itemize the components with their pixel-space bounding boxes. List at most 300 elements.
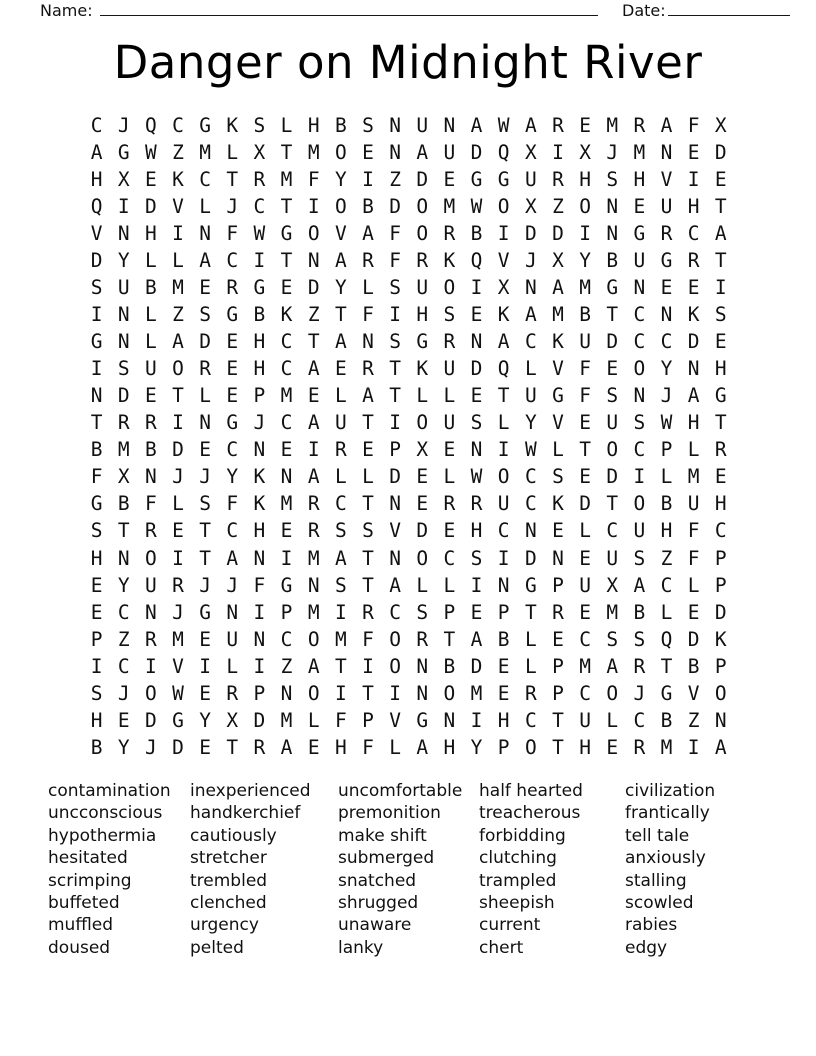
grid-cell: N (253, 438, 266, 462)
grid-cell: W (253, 222, 266, 246)
grid-cell: E (714, 465, 727, 489)
grid-cell: T (389, 384, 401, 408)
grid-cell: E (280, 519, 293, 543)
grid-cell: O (633, 357, 646, 381)
word-item: sheepish (479, 893, 555, 914)
grid-cell: E (362, 141, 374, 165)
grid-cell: C (633, 303, 646, 327)
grid-cell: R (362, 249, 374, 273)
grid-cell: X (524, 195, 537, 219)
grid-cell: X (524, 141, 537, 165)
grid-cell: I (633, 465, 646, 489)
grid-cell: P (552, 681, 564, 705)
grid-cell: E (687, 276, 700, 300)
grid-cell: V (389, 708, 401, 732)
grid-cell: N (199, 411, 211, 435)
grid-cell: E (307, 384, 320, 408)
grid-cell: I (579, 222, 591, 246)
grid-cell: T (362, 573, 374, 597)
grid-cell: H (714, 492, 727, 516)
grid-cell: U (524, 168, 537, 192)
grid-cell: R (443, 492, 456, 516)
grid-cell: G (172, 708, 184, 732)
grid-cell: D (714, 141, 727, 165)
grid-cell: C (579, 627, 591, 651)
grid-cell: G (416, 330, 429, 354)
grid-cell: P (90, 627, 103, 651)
grid-cell: U (117, 276, 130, 300)
grid-cell: R (660, 222, 673, 246)
grid-cell: V (90, 222, 103, 246)
grid-cell: E (470, 303, 483, 327)
grid-cell: L (552, 438, 564, 462)
word-item: clenched (190, 893, 267, 914)
grid-cell: C (280, 357, 293, 381)
grid-cell: I (90, 654, 103, 678)
grid-cell: G (90, 492, 103, 516)
name-label: Name: (40, 1, 93, 20)
grid-cell: M (117, 438, 130, 462)
word-item: forbidding (479, 825, 566, 846)
grid-cell: P (660, 438, 673, 462)
grid-cell: D (687, 330, 700, 354)
word-item: half hearted (479, 781, 583, 801)
grid-cell: Q (90, 195, 103, 219)
grid-cell: X (606, 573, 619, 597)
grid-cell: S (552, 465, 564, 489)
grid-cell: W (497, 114, 510, 138)
date-blank-line (668, 0, 790, 16)
grid-cell: C (253, 195, 266, 219)
grid-cell: G (253, 276, 266, 300)
word-list (0, 780, 816, 980)
grid-cell: K (443, 249, 456, 273)
grid-cell: G (606, 276, 619, 300)
grid-cell: E (144, 384, 157, 408)
grid-cell: B (90, 438, 103, 462)
grid-cell: C (117, 654, 130, 678)
grid-cell: E (579, 546, 591, 570)
grid-cell: G (117, 141, 130, 165)
grid-cell: E (579, 411, 591, 435)
grid-cell: E (579, 465, 591, 489)
grid-cell: E (633, 195, 646, 219)
grid-cell: A (552, 276, 564, 300)
grid-cell: D (470, 654, 483, 678)
grid-cell: A (660, 114, 673, 138)
grid-cell: U (687, 492, 700, 516)
grid-cell: E (497, 654, 510, 678)
grid-cell: L (307, 708, 320, 732)
grid-cell: S (633, 546, 646, 570)
grid-cell: U (579, 330, 591, 354)
grid-cell: J (226, 195, 239, 219)
grid-cell: A (307, 411, 320, 435)
grid-cell: P (552, 573, 564, 597)
grid-cell: D (524, 222, 537, 246)
word-item: stretcher (190, 848, 267, 869)
grid-cell: I (552, 141, 564, 165)
grid-cell: N (524, 276, 537, 300)
grid-cell: B (443, 654, 456, 678)
grid-cell: E (687, 141, 700, 165)
grid-cell: O (416, 222, 429, 246)
grid-cell: T (280, 249, 293, 273)
grid-cell: A (687, 384, 700, 408)
grid-cell: O (416, 546, 429, 570)
grid-cell: S (606, 384, 619, 408)
grid-cell: G (416, 708, 429, 732)
grid-cell: I (470, 708, 483, 732)
grid-cell: C (389, 600, 401, 624)
grid-cell: I (172, 546, 184, 570)
grid-cell: I (144, 654, 157, 678)
word-item: scowled (625, 893, 694, 914)
grid-cell: R (307, 519, 320, 543)
grid-cell: Y (660, 357, 673, 381)
grid-cell: K (280, 303, 293, 327)
grid-cell: R (144, 519, 157, 543)
word-item: premonition (338, 803, 441, 824)
grid-cell: G (660, 681, 673, 705)
grid-cell: U (416, 276, 429, 300)
grid-cell: I (687, 735, 700, 759)
grid-cell: S (606, 168, 619, 192)
grid-cell: M (280, 492, 293, 516)
grid-cell: J (606, 141, 619, 165)
grid-cell: O (524, 735, 537, 759)
grid-cell: H (416, 303, 429, 327)
grid-cell: D (552, 222, 564, 246)
grid-cell: N (443, 114, 456, 138)
grid-cell: L (199, 195, 211, 219)
grid-cell: V (172, 195, 184, 219)
grid-cell: E (226, 384, 239, 408)
grid-cell: T (226, 168, 239, 192)
grid-cell: D (470, 357, 483, 381)
grid-cell: R (253, 168, 266, 192)
grid-cell: R (443, 222, 456, 246)
grid-cell: R (362, 357, 374, 381)
grid-cell: B (660, 708, 673, 732)
grid-cell: H (90, 168, 103, 192)
grid-cell: T (199, 546, 211, 570)
grid-cell: E (226, 330, 239, 354)
grid-cell: T (307, 330, 320, 354)
grid-cell: F (362, 627, 374, 651)
grid-cell: E (90, 600, 103, 624)
grid-cell: H (334, 735, 347, 759)
grid-cell: R (524, 681, 537, 705)
word-item: hypothermia (48, 825, 157, 846)
grid-cell: Q (470, 249, 483, 273)
grid-cell: J (524, 249, 537, 273)
puzzle-title: Danger on Midnight River (113, 36, 703, 89)
word-column (48, 780, 171, 959)
grid-cell: C (524, 492, 537, 516)
grid-cell: O (144, 546, 157, 570)
grid-cell: E (226, 357, 239, 381)
grid-cell: D (253, 708, 266, 732)
grid-cell: Y (226, 465, 239, 489)
grid-cell: I (362, 168, 374, 192)
word-column (190, 780, 311, 959)
grid-cell: D (144, 195, 157, 219)
grid-cell: C (633, 438, 646, 462)
grid-cell: S (633, 411, 646, 435)
grid-cell: T (606, 303, 619, 327)
grid-cell: E (416, 492, 429, 516)
grid-cell: J (199, 573, 211, 597)
grid-cell: B (362, 195, 374, 219)
grid-cell: M (172, 627, 184, 651)
grid-cell: N (687, 357, 700, 381)
word-item: current (479, 915, 541, 936)
grid-cell: L (524, 627, 537, 651)
grid-cell: V (552, 357, 564, 381)
grid-cell: T (362, 411, 374, 435)
grid-cell: N (470, 330, 483, 354)
grid-cell: Y (334, 168, 347, 192)
grid-cell: O (606, 438, 619, 462)
grid-cell: G (199, 114, 211, 138)
grid-cell: I (497, 438, 510, 462)
grid-cell: A (524, 114, 537, 138)
grid-cell: U (633, 519, 646, 543)
grid-cell: L (226, 141, 239, 165)
grid-cell: M (172, 276, 184, 300)
grid-cell: N (660, 303, 673, 327)
grid-cell: P (714, 654, 727, 678)
grid-cell: D (687, 627, 700, 651)
grid-cell: I (90, 303, 103, 327)
grid-cell: C (524, 330, 537, 354)
grid-cell: P (714, 573, 727, 597)
grid-cell: F (226, 492, 239, 516)
grid-cell: E (470, 384, 483, 408)
grid-cell: I (389, 681, 401, 705)
grid-cell: F (389, 249, 401, 273)
grid-cell: S (389, 276, 401, 300)
word-item: chert (479, 937, 524, 958)
grid-cell: N (280, 465, 293, 489)
grid-cell: F (687, 114, 700, 138)
word-item: uncconscious (48, 803, 163, 824)
grid-cell: T (117, 519, 130, 543)
grid-cell: M (307, 141, 320, 165)
grid-cell: H (253, 519, 266, 543)
grid-cell: B (90, 735, 103, 759)
grid-cell: T (606, 492, 619, 516)
grid-cell: H (443, 735, 456, 759)
word-item: inexperienced (190, 781, 311, 801)
grid-cell: N (660, 141, 673, 165)
grid-cell: S (334, 573, 347, 597)
grid-cell: L (416, 573, 429, 597)
grid-cell: R (633, 114, 646, 138)
grid-cell: V (687, 681, 700, 705)
grid-cell: A (172, 330, 184, 354)
grid-cell: M (280, 384, 293, 408)
word-item: trembled (190, 870, 268, 891)
grid-cell: L (144, 303, 157, 327)
grid-cell: L (524, 357, 537, 381)
grid-cell: E (552, 519, 564, 543)
word-item: handkerchief (190, 803, 301, 824)
grid-cell: L (172, 249, 184, 273)
grid-cell: N (389, 492, 401, 516)
word-item: anxiously (625, 848, 706, 869)
grid-cell: J (144, 735, 157, 759)
grid-cell: D (117, 384, 130, 408)
word-item: tell tale (625, 825, 690, 846)
grid-cell: C (660, 573, 673, 597)
grid-cell: A (334, 546, 347, 570)
grid-cell: G (660, 249, 673, 273)
grid-cell: H (579, 735, 591, 759)
grid-cell: E (117, 708, 130, 732)
grid-cell: E (362, 438, 374, 462)
grid-cell: R (144, 411, 157, 435)
grid-cell: I (687, 168, 700, 192)
grid-cell: S (199, 303, 211, 327)
grid-cell: F (144, 492, 157, 516)
grid-cell: I (253, 600, 266, 624)
grid-cell: E (552, 627, 564, 651)
grid-cell: R (362, 600, 374, 624)
grid-cell: T (497, 384, 510, 408)
grid-cell: T (280, 141, 293, 165)
grid-cell: F (226, 222, 239, 246)
grid-cell: O (416, 195, 429, 219)
word-item: treacherous (479, 803, 581, 824)
word-item: doused (48, 937, 111, 958)
grid-cell: N (524, 519, 537, 543)
grid-cell: G (90, 330, 103, 354)
grid-cell: E (144, 168, 157, 192)
grid-cell: T (362, 681, 374, 705)
grid-cell: U (443, 357, 456, 381)
grid-cell: Y (524, 411, 537, 435)
grid-cell: I (470, 573, 483, 597)
grid-cell: R (552, 168, 564, 192)
grid-cell: G (497, 168, 510, 192)
grid-cell: N (117, 303, 130, 327)
grid-cell: L (660, 465, 673, 489)
grid-cell: C (90, 114, 103, 138)
grid-cell: R (144, 627, 157, 651)
word-item: shrugged (338, 893, 419, 914)
grid-cell: E (280, 438, 293, 462)
grid-cell: A (606, 654, 619, 678)
grid-cell: R (253, 735, 266, 759)
grid-cell: F (687, 546, 700, 570)
grid-cell: J (660, 384, 673, 408)
grid-cell: A (389, 573, 401, 597)
grid-cell: P (362, 708, 374, 732)
grid-cell: S (416, 600, 429, 624)
grid-cell: L (443, 384, 456, 408)
grid-cell: Y (579, 249, 591, 273)
grid-cell: Z (552, 195, 564, 219)
word-item: cautiously (190, 825, 277, 846)
grid-cell: X (552, 249, 564, 273)
grid-cell: F (90, 465, 103, 489)
grid-cell: F (362, 735, 374, 759)
grid-cell: C (199, 168, 211, 192)
grid-cell: M (470, 681, 483, 705)
grid-cell: R (470, 492, 483, 516)
grid-cell: B (470, 222, 483, 246)
grid-cell: D (606, 465, 619, 489)
grid-cell: O (416, 411, 429, 435)
grid-cell: C (660, 330, 673, 354)
grid-cell: Q (497, 357, 510, 381)
word-column (338, 780, 462, 959)
grid-cell: C (226, 438, 239, 462)
grid-cell: L (199, 384, 211, 408)
grid-cell: X (416, 438, 429, 462)
grid-cell: A (470, 114, 483, 138)
grid-cell: Y (199, 708, 211, 732)
grid-cell: M (579, 276, 591, 300)
grid-cell: D (606, 330, 619, 354)
grid-cell: B (144, 276, 157, 300)
grid-cell: X (117, 168, 130, 192)
grid-cell: X (226, 708, 239, 732)
grid-cell: B (606, 249, 619, 273)
grid-cell: J (172, 600, 184, 624)
grid-cell: Y (117, 735, 130, 759)
grid-cell: A (714, 735, 727, 759)
grid-cell: J (226, 573, 239, 597)
grid-cell: L (226, 654, 239, 678)
grid-cell: L (389, 735, 401, 759)
grid-cell: A (280, 735, 293, 759)
grid-cell: J (117, 114, 130, 138)
grid-cell: N (633, 384, 646, 408)
grid-cell: M (280, 708, 293, 732)
grid-cell: G (552, 384, 564, 408)
grid-cell: Z (172, 303, 184, 327)
grid-cell: S (362, 519, 374, 543)
grid-cell: I (497, 546, 510, 570)
grid-cell: N (714, 708, 727, 732)
grid-cell: T (362, 492, 374, 516)
grid-cell: R (443, 330, 456, 354)
grid-cell: Q (660, 627, 673, 651)
grid-cell: Y (117, 573, 130, 597)
grid-cell: M (307, 600, 320, 624)
grid-cell: I (714, 276, 727, 300)
grid-cell: D (144, 708, 157, 732)
grid-cell: B (334, 114, 347, 138)
grid-cell: I (199, 654, 211, 678)
grid-cell: N (144, 600, 157, 624)
grid-cell: N (362, 330, 374, 354)
grid-cell: U (579, 708, 591, 732)
grid-cell: W (660, 411, 673, 435)
grid-cell: O (443, 681, 456, 705)
grid-cell: G (470, 168, 483, 192)
word-item: edgy (625, 937, 668, 958)
grid-cell: I (253, 249, 266, 273)
grid-cell: T (280, 195, 293, 219)
grid-cell: R (199, 357, 211, 381)
grid-cell: C (524, 708, 537, 732)
grid-cell: E (307, 735, 320, 759)
grid-cell: R (714, 438, 727, 462)
